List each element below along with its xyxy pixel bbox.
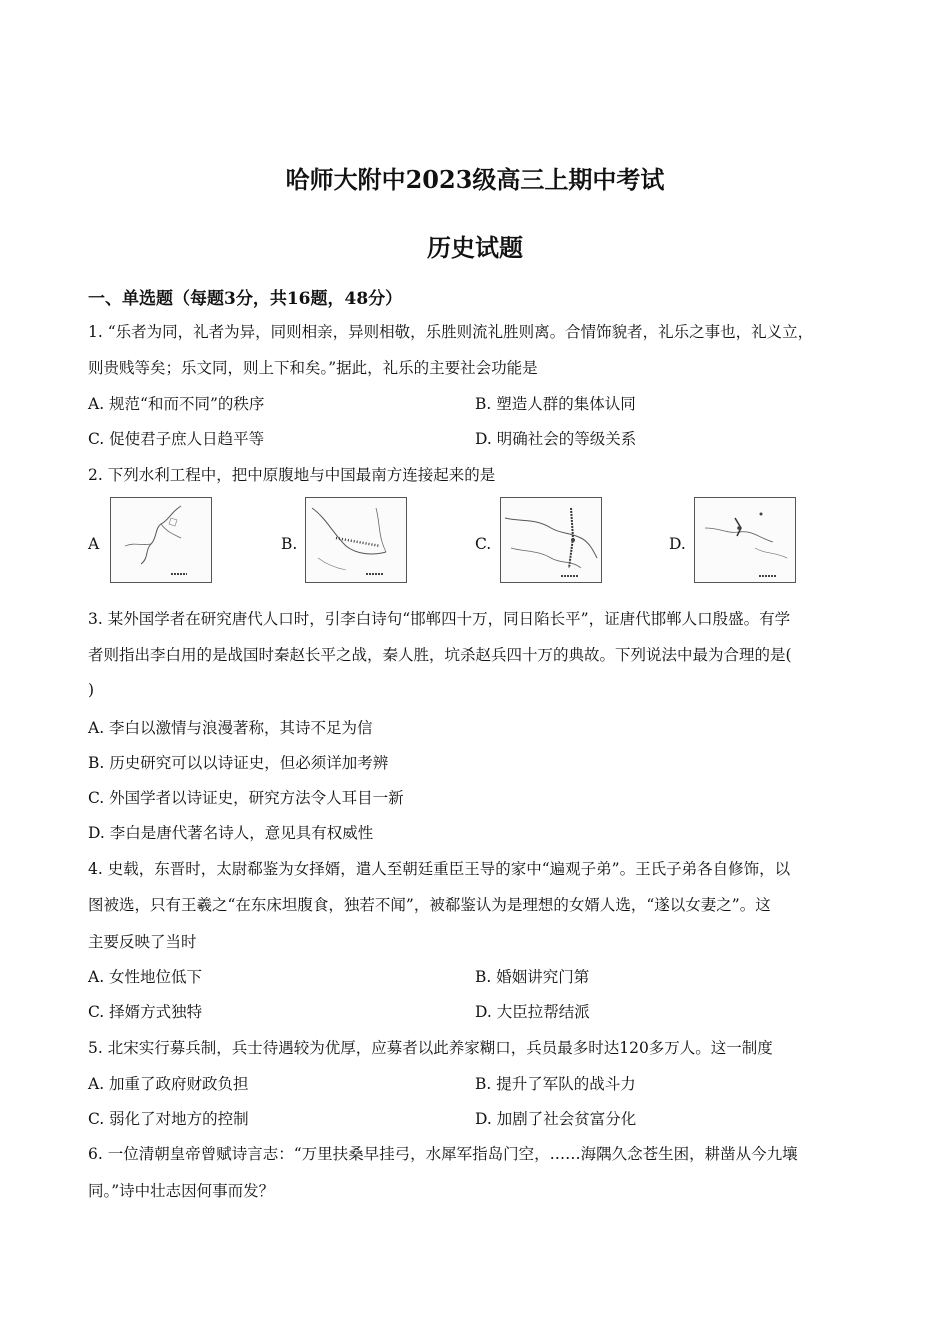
q4-stem-line-2: 图被选，只有王羲之“在东床坦腹食，独若不闻”，被郗鉴认为是理想的女婿人选，“遂以女妻之”。这 bbox=[88, 896, 771, 914]
exam-subtitle: 历史试题 bbox=[427, 233, 523, 262]
q3-stem-line-1: 3. 某外国学者在研究唐代人口时，引李白诗句“邯郸四十万，同日陷长平”，证唐代邯郸人口殷盛。有学 bbox=[88, 610, 791, 628]
q2-map-label-d: D. bbox=[669, 535, 686, 553]
q1-option-a: A. 规范“和而不同”的秩序 bbox=[88, 395, 265, 413]
q4-option-a: A. 女性地位低下 bbox=[88, 968, 203, 986]
q4-stem-line-3: 主要反映了当时 bbox=[88, 933, 197, 951]
q2-map-b-image bbox=[305, 497, 407, 583]
q1-option-d: D. 明确社会的等级关系 bbox=[475, 430, 637, 448]
map-d-drawing bbox=[695, 498, 795, 582]
q3-option-a: A. 李白以激情与浪漫著称，其诗不足为信 bbox=[88, 719, 373, 737]
section-heading: 一、单选题（每题3分，共16题，48分） bbox=[88, 289, 403, 309]
q4-option-c: C. 择婿方式独特 bbox=[88, 1003, 203, 1021]
q1-stem-line-2: 则贵贱等矣；乐文同，则上下和矣。”据此，礼乐的主要社会功能是 bbox=[88, 359, 538, 377]
q1-stem-line-1: 1. “乐者为同，礼者为异，同则相亲，异则相敬，乐胜则流礼胜则离。合情饰貌者，礼乐之事也，礼义立， bbox=[88, 323, 814, 341]
q2-map-label-c: C. bbox=[475, 535, 492, 553]
q6-stem-line-1: 6. 一位清朝皇帝曾赋诗言志：“万里扶桑早挂弓，水犀军指岛门空，……海隅久念苍生困，耕凿从今九壤 bbox=[88, 1145, 798, 1163]
q5-option-c: C. 弱化了对地方的控制 bbox=[88, 1110, 249, 1128]
q2-map-d-image bbox=[694, 497, 796, 583]
q6-stem-line-2: 同。”诗中壮志因何事而发？ bbox=[88, 1182, 275, 1200]
q4-option-b: B. 婚姻讲究门第 bbox=[475, 968, 590, 986]
q5-option-b: B. 提升了军队的战斗力 bbox=[475, 1075, 636, 1093]
q2-map-a-image bbox=[110, 497, 212, 583]
q2-map-c-image bbox=[500, 497, 602, 583]
q3-stem-line-2: 者则指出李白用的是战国时秦赵长平之战，秦人胜，坑杀赵兵四十万的典故。下列说法中最为合理的是( bbox=[88, 646, 792, 664]
map-c-drawing bbox=[501, 498, 601, 582]
q3-stem-line-3: ) bbox=[88, 681, 95, 699]
map-a-drawing bbox=[111, 498, 211, 582]
q5-option-d: D. 加剧了社会贫富分化 bbox=[475, 1110, 637, 1128]
q3-option-c: C. 外国学者以诗证史，研究方法令人耳目一新 bbox=[88, 789, 404, 807]
q2-stem-line-1: 2. 下列水利工程中，把中原腹地与中国最南方连接起来的是 bbox=[88, 466, 496, 484]
q4-option-d: D. 大臣拉帮结派 bbox=[475, 1003, 590, 1021]
q3-option-b: B. 历史研究可以以诗证史，但必须详加考辨 bbox=[88, 754, 389, 772]
q1-option-c: C. 促使君子庶人日趋平等 bbox=[88, 430, 265, 448]
q3-option-d: D. 李白是唐代著名诗人，意见具有权威性 bbox=[88, 824, 374, 842]
exam-title: 哈师大附中2023级高三上期中考试 bbox=[285, 165, 665, 194]
q5-option-a: A. 加重了政府财政负担 bbox=[88, 1075, 249, 1093]
q2-map-label-a: A bbox=[88, 535, 100, 553]
q2-map-label-b: B. bbox=[281, 535, 298, 553]
q1-option-b: B. 塑造人群的集体认同 bbox=[475, 395, 636, 413]
q4-stem-line-1: 4. 史载，东晋时，太尉郗鉴为女择婿，遣人至朝廷重臣王导的家中“遍观子弟”。王氏子弟各自修饰，以 bbox=[88, 860, 791, 878]
map-b-drawing bbox=[306, 498, 406, 582]
q5-stem-line-1: 5. 北宋实行募兵制，兵士待遇较为优厚，应募者以此养家糊口，兵员最多时达120多万人。这一制度 bbox=[88, 1039, 773, 1057]
